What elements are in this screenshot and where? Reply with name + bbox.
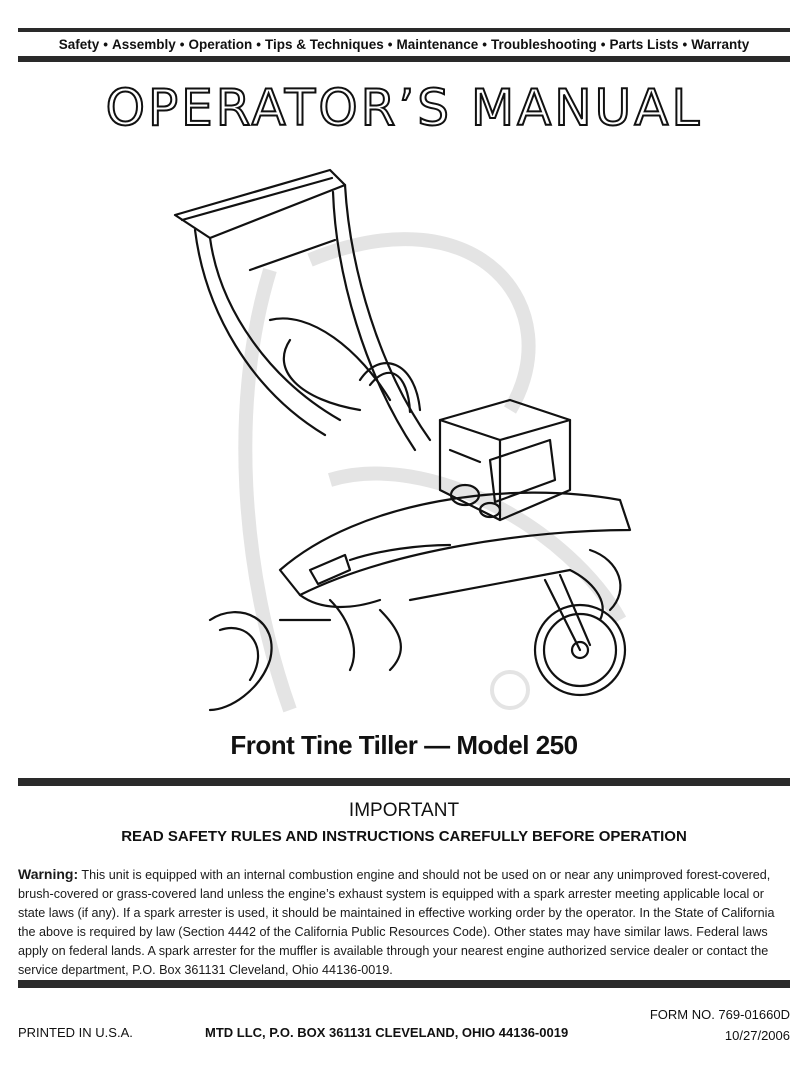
- nav-item-parts-lists: Parts Lists: [609, 36, 679, 52]
- nav-separator: •: [256, 36, 261, 52]
- important-subheading: READ SAFETY RULES AND INSTRUCTIONS CAREFULLY BEFORE OPERATION: [121, 828, 687, 845]
- divider-bottom: [18, 980, 790, 988]
- nav-item-troubleshooting: Troubleshooting: [491, 36, 597, 52]
- nav-item-assembly: Assembly: [111, 36, 176, 52]
- nav-item-warranty: Warranty: [691, 36, 750, 52]
- nav-item-maintenance: Maintenance: [396, 36, 479, 52]
- warning-label: Warning:: [18, 866, 79, 882]
- nav-item-operation: Operation: [188, 36, 253, 52]
- warning-paragraph: [18, 865, 794, 980]
- nav-separator: •: [600, 36, 606, 52]
- nav-separator: •: [682, 36, 688, 52]
- nav-separator: •: [179, 36, 185, 52]
- company-address: MTD LLC, P.O. BOX 361131 CLEVELAND, OHIO 44136-0019: [205, 1025, 569, 1040]
- tiller-illustration-icon: [150, 150, 670, 730]
- important-heading: IMPORTANT: [348, 800, 460, 821]
- section-nav: [18, 28, 790, 62]
- nav-item-safety: Safety: [58, 36, 100, 52]
- nav-separator: •: [103, 36, 108, 52]
- product-title: Front Tine Tiller — Model 250: [230, 730, 578, 760]
- divider-top: [18, 778, 790, 786]
- form-number: FORM NO. 769-01660D: [649, 1007, 790, 1022]
- nav-item-tips: Tips & Techniques: [265, 36, 384, 52]
- nav-separator: •: [387, 36, 393, 52]
- form-date: 10/27/2006: [724, 1028, 790, 1043]
- manual-title: OPERATOR’S MANUAL: [105, 79, 703, 137]
- form-info: [650, 1004, 790, 1046]
- warning-text: This unit is equipped with an internal combustion engine and should not be used on or near any unimproved forest-covered, brush-covered or grass-covered land unless the engine’s exhaust system is equipped with a spark arrester meeting applicable local or state laws (if any). If a spark arrester is used, it should be maintained in effective working order by the operator. In the State of California the above is required by law (Section 4442 of the California Public Resources Code). Other states may have similar laws. Federal laws apply on federal lands. A spark arrester for the muffler is available through your nearest engine authorized service dealer or contact the service department, P.O. Box 361131 Cleveland, Ohio 44136-0019.: [18, 868, 775, 977]
- printed-in-label: PRINTED IN U.S.A.: [18, 1025, 133, 1040]
- watermark-logo: [245, 239, 620, 710]
- nav-separator: •: [482, 36, 488, 52]
